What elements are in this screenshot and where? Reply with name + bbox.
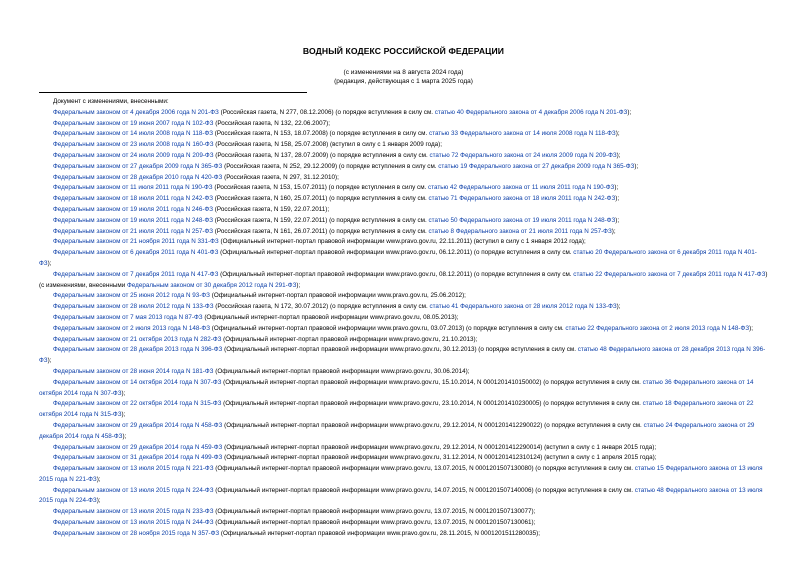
amendment-law-link[interactable]: Федеральным законом от 19 июля 2011 года N 246-ФЗ [53,205,214,213]
amendments-list [39,108,768,540]
amendment-item [39,173,768,184]
amendment-closing-text: ); [616,151,621,159]
amendment-source-text: (Официальный интернет-портал правовой информации www.pravo.gov.ru, 22.11.2011) (вступил в силу с 1 января 2012 года); [218,238,586,246]
amendment-item [39,248,768,270]
amendment-law-link[interactable]: Федеральным законом от 2 июля 2013 года N 148-ФЗ [53,324,211,332]
amendment-law-link[interactable]: Федеральным законом от 11 июля 2011 года N 190-ФЗ [53,184,213,192]
amendment-article-link[interactable]: статью 8 Федерального закона от 21 июля 2011 года N 257-ФЗ [428,227,612,235]
amendment-article-link[interactable]: статью 33 Федерального закона от 14 июля 2008 года N 118-ФЗ [428,130,616,138]
amendment-law-link[interactable]: Федеральным законом от 7 мая 2013 года N 87-ФЗ [53,313,203,321]
amendment-closing-text: ); [47,259,52,267]
amendment-source-text: (Официальный интернет-портал правовой информации www.pravo.gov.ru, 28.11.2015, N 0001201511280035); [219,529,541,537]
amendment-law-link[interactable]: Федеральным законом от 4 декабря 2006 года N 201-ФЗ [53,108,219,116]
amendment-law-link[interactable]: Федеральным законом от 7 декабря 2011 года N 417-ФЗ [53,270,219,278]
amendment-source-text: (Официальный интернет-портал правовой информации www.pravo.gov.ru, 06.12.2011) (о порядке вступления в силу см. [218,249,574,257]
amendment-item [39,205,768,216]
amendment-item [39,345,768,367]
amendment-item [39,443,768,454]
amendment-law-link[interactable]: Федеральным законом от 25 июня 2012 года N 93-ФЗ [53,292,210,300]
amendment-law-link[interactable]: Федеральным законом от 13 июля 2015 года N 233-ФЗ [53,508,214,516]
amendment-article-link[interactable]: статью 40 Федерального закона от 4 декабря 2006 года N 201-ФЗ [434,108,628,116]
amendment-closing-text: ); [614,184,619,192]
amendment-closing-text: ); [627,108,632,116]
amendment-item [39,313,768,324]
amendment-item [39,162,768,173]
document-effective-edition: (редакция, действующая с 1 марта 2025 года) [334,78,473,85]
amendment-source-text: (Официальный интернет-портал правовой информации www.pravo.gov.ru, 14.07.2015, N 0001201507140006) (о порядке вступления в силу см. [213,486,635,494]
document-edition-date: (с изменениями на 8 августа 2024 года) [343,69,464,76]
amendment-source-text: (Российская газета, N 132, 22.06.2007); [213,119,330,127]
amendment-closing-text: ) (с изменениями, внесенными [39,270,768,289]
amendment-secondary-link[interactable]: Федеральным законом от 30 декабря 2012 года N 291-ФЗ [127,281,297,289]
amendment-item [39,302,768,313]
amendment-source-text: (Российская газета, N 277, 08.12.2006) (о порядке вступления в силу см. [218,108,435,116]
amendment-item [39,453,768,464]
amendment-item [39,291,768,302]
amendment-source-text: (Официальный интернет-портал правовой информации www.pravo.gov.ru, 15.10.2014, N 0001201410150002) (о порядке вступления в силу см. [221,378,643,386]
amendment-source-text: (Российская газета, N 161, 26.07.2011) (о порядке вступления в силу см. [213,227,429,235]
amendment-item [39,151,768,162]
amendment-source-text: (Российская газета, N 137, 28.07.2009) (о порядке вступления в силу см. [213,151,430,159]
amendment-law-link[interactable]: Федеральным законом от 23 июля 2008 года N 160-ФЗ [53,141,214,149]
amendment-law-link[interactable]: Федеральным законом от 28 декабря 2013 года N 396-ФЗ [53,346,223,354]
amendment-law-link[interactable]: Федеральным законом от 19 июля 2011 года N 248-ФЗ [53,216,214,224]
amendment-law-link[interactable]: Федеральным законом от 21 июля 2011 года N 257-ФЗ [53,227,214,235]
amendment-source-text: (Российская газета, N 160, 25.07.2011) (о порядке вступления в силу см. [213,195,429,203]
amendment-article-link[interactable]: статью 50 Федерального закона от 19 июля 2011 года N 248-ФЗ [428,216,616,224]
amendment-item [39,464,768,486]
amendment-article-link[interactable]: статью 42 Федерального закона от 11 июля 2011 года N 190-ФЗ [428,184,615,192]
amendment-closing-text: ); [634,162,639,170]
amendment-item [39,324,768,335]
amendments-intro: Документ с изменениями, внесенными: [53,98,169,105]
amendment-law-link[interactable]: Федеральным законом от 29 декабря 2014 года N 459-ФЗ [53,443,223,451]
amendment-law-link[interactable]: Федеральным законом от 24 июля 2009 года N 209-ФЗ [53,151,214,159]
amendment-source-text: (Российская газета, N 252, 29.12.2009) (о порядке вступления в силу см. [222,162,439,170]
amendment-article-link[interactable]: статью 36 Федерального закона от 14 октября 2014 года N 307-ФЗ [39,378,754,397]
amendment-closing-text: ); [96,475,101,483]
amendment-law-link[interactable]: Федеральным законом от 28 декабря 2010 года N 420-ФЗ [53,173,223,181]
amendment-closing-text: ); [615,195,620,203]
amendment-item [39,227,768,238]
amendment-source-text: (Официальный интернет-портал правовой информации www.pravo.gov.ru, 29.12.2014, N 0001201412290014) (вступил в силу с 1 января 2015 года); [222,443,657,451]
amendment-article-link[interactable]: статью 20 Федерального закона от 6 декабря 2011 года N 401-ФЗ [39,249,757,267]
amendment-source-text: (Официальный интернет-портал правовой информации www.pravo.gov.ru, 25.06.2012); [209,292,466,300]
amendment-item [39,216,768,227]
amendment-law-link[interactable]: Федеральным законом от 6 декабря 2011 года N 401-ФЗ [53,249,219,257]
amendment-item [39,399,768,421]
amendment-source-text: (Официальный интернет-портал правовой информации www.pravo.gov.ru, 29.12.2014, N 0001201412290022) (о порядке вступления в силу см. [222,421,644,429]
amendment-closing-text: ); [96,497,101,505]
amendment-article-link[interactable]: статью 48 Федерального закона от 13 июля 2015 года N 224-ФЗ [39,486,763,505]
amendment-item [39,183,768,194]
amendment-law-link[interactable]: Федеральным законом от 19 июня 2007 года N 102-ФЗ [53,119,214,127]
amendment-item [39,378,768,400]
amendment-source-text: (Официальный интернет-портал правовой информации www.pravo.gov.ru, 08.12.2011) (о порядке вступления в силу см. [218,270,574,278]
amendment-law-link[interactable]: Федеральным законом от 13 июля 2015 года N 224-ФЗ [53,486,214,494]
amendment-source-text: (Официальный интернет-портал правовой информации www.pravo.gov.ru, 31.12.2014, N 0001201412310124) (вступил в силу с 1 апреля 2015 года); [222,454,657,462]
amendment-item [39,119,768,130]
amendment-article-link[interactable]: статью 24 Федерального закона от 29 декабря 2014 года N 458-ФЗ [39,421,755,440]
amendment-item [39,367,768,378]
amendment-source-text: (Официальный интернет-портал правовой информации www.pravo.gov.ru, 23.10.2014, N 0001201410230005) (о порядке вступления в силу см. [221,400,643,408]
amendment-law-link[interactable]: Федеральным законом от 14 июля 2008 года N 118-ФЗ [53,130,214,138]
amendment-closing-text: ); [121,411,126,419]
amendment-source-text: (Официальный интернет-портал правовой информации www.pravo.gov.ru, 30.06.2014); [213,367,470,375]
amendment-source-text: (Российская газета, N 172, 30.07.2012) (о порядке вступления в силу см. [213,303,430,311]
amendment-law-link[interactable]: Федеральным законом от 27 декабря 2009 года N 365-ФЗ [53,162,223,170]
amendment-source-text: (Официальный интернет-портал правовой информации www.pravo.gov.ru, 03.07.2013) (о порядке вступления в силу см. [210,324,566,332]
amendment-secondary-closing: ); [296,281,301,289]
amendment-source-text: (Официальный интернет-портал правовой информации www.pravo.gov.ru, 21.10.2013); [221,335,478,343]
amendment-law-link[interactable]: Федеральным законом от 21 октября 2013 года N 282-ФЗ [53,335,222,343]
amendment-law-link[interactable]: Федеральным законом от 28 июля 2012 года N 133-ФЗ [53,303,214,311]
amendment-item [39,421,768,443]
amendment-item [39,108,768,119]
amendment-article-link[interactable]: статью 41 Федерального закона от 28 июля 2012 года N 133-ФЗ [429,303,617,311]
amendment-law-link[interactable]: Федеральным законом от 28 июня 2014 года N 181-ФЗ [53,367,214,375]
amendment-item [39,194,768,205]
amendment-law-link[interactable]: Федеральным законом от 13 июля 2015 года N 244-ФЗ [53,519,214,527]
amendment-law-link[interactable]: Федеральным законом от 14 октября 2014 года N 307-ФЗ [53,378,222,386]
amendment-law-link[interactable]: Федеральным законом от 13 июля 2015 года N 221-ФЗ [53,465,214,473]
amendment-item [39,507,768,518]
amendment-item [39,335,768,346]
amendment-closing-text: ); [611,227,616,235]
amendment-closing-text: ); [122,432,127,440]
amendment-law-link[interactable]: Федеральным законом от 31 декабря 2014 года N 499-ФЗ [53,454,223,462]
amendment-source-text: (Российская газета, N 158, 25.07.2008) (вступил в силу с 1 января 2009 года); [213,141,443,149]
amendment-source-text: (Российская газета, N 153, 15.07.2011) (о порядке вступления в силу см. [212,184,429,192]
amendment-closing-text: ); [615,216,620,224]
amendment-article-link[interactable]: статью 18 Федерального закона от 22 октября 2014 года N 315-ФЗ [39,400,754,419]
document-title: ВОДНЫЙ КОДЕКС РОССИЙСКОЙ ФЕДЕРАЦИИ [302,46,505,56]
amendment-item [39,140,768,151]
amendment-article-link[interactable]: статью 48 Федерального закона от 28 декабря 2013 года N 396-ФЗ [39,346,766,365]
amendment-source-text: (Официальный интернет-портал правовой информации www.pravo.gov.ru, 13.07.2015, N 0001201507130061); [213,519,536,527]
amendments-block [39,97,768,540]
amendment-item [39,486,768,508]
amendment-source-text: (Официальный интернет-портал правовой информации www.pravo.gov.ru, 13.07.2015, N 0001201507130077); [213,508,536,516]
amendment-source-text: (Российская газета, N 159, 22.07.2011); [213,205,330,213]
amendment-closing-text: ); [47,357,52,365]
amendment-item [39,529,768,540]
amendment-article-link[interactable]: статью 71 Федерального закона от 18 июля 2011 года N 242-ФЗ [428,195,616,203]
amendment-law-link[interactable]: Федеральным законом от 21 ноября 2011 года N 331-ФЗ [53,238,219,246]
amendment-article-link[interactable]: статью 15 Федерального закона от 13 июля 2015 года N 221-ФЗ [39,465,763,483]
header-divider [39,92,307,93]
amendment-article-link[interactable]: статью 22 Федерального закона от 7 декабря 2011 года N 417-ФЗ [573,270,766,278]
amendment-item [39,270,768,292]
amendment-source-text: (Российская газета, N 297, 31.12.2010); [222,173,339,181]
amendment-item [39,237,768,248]
amendment-article-link[interactable]: статью 72 Федерального закона от 24 июля 2009 года N 209-ФЗ [429,151,617,159]
amendment-source-text: (Официальный интернет-портал правовой информации www.pravo.gov.ru, 08.05.2013); [202,313,459,321]
amendment-closing-text: ); [615,130,620,138]
amendment-law-link[interactable]: Федеральным законом от 22 октября 2014 года N 315-ФЗ [53,400,222,408]
amendment-law-link[interactable]: Федеральным законом от 18 июля 2011 года N 242-ФЗ [53,195,214,203]
amendment-source-text: (Российская газета, N 159, 22.07.2011) (о порядке вступления в силу см. [213,216,429,224]
amendment-item [39,518,768,529]
amendment-item [39,129,768,140]
amendment-source-text: (Российская газета, N 153, 18.07.2008) (о порядке вступления в силу см. [213,130,429,138]
amendment-source-text: (Официальный интернет-портал правовой информации www.pravo.gov.ru, 30.12.2013) (о порядке вступления в силу см. [222,346,578,354]
amendment-closing-text: ); [749,324,753,332]
amendment-law-link[interactable]: Федеральным законом от 29 декабря 2014 года N 458-ФЗ [53,421,223,429]
amendment-article-link[interactable]: статью 19 Федерального закона от 27 декабря 2009 года N 365-ФЗ [438,162,635,170]
amendment-closing-text: ); [121,389,126,397]
amendment-law-link[interactable]: Федеральным законом от 28 ноября 2015 года N 357-ФЗ [53,529,220,537]
amendment-closing-text: ); [616,303,621,311]
amendment-article-link[interactable]: статью 22 Федерального закона от 2 июля 2013 года N 148-ФЗ [565,324,750,332]
amendment-source-text: (Официальный интернет-портал правовой информации www.pravo.gov.ru, 13.07.2015, N 0001201507130080) (о порядке вступления в силу см. [213,465,635,473]
